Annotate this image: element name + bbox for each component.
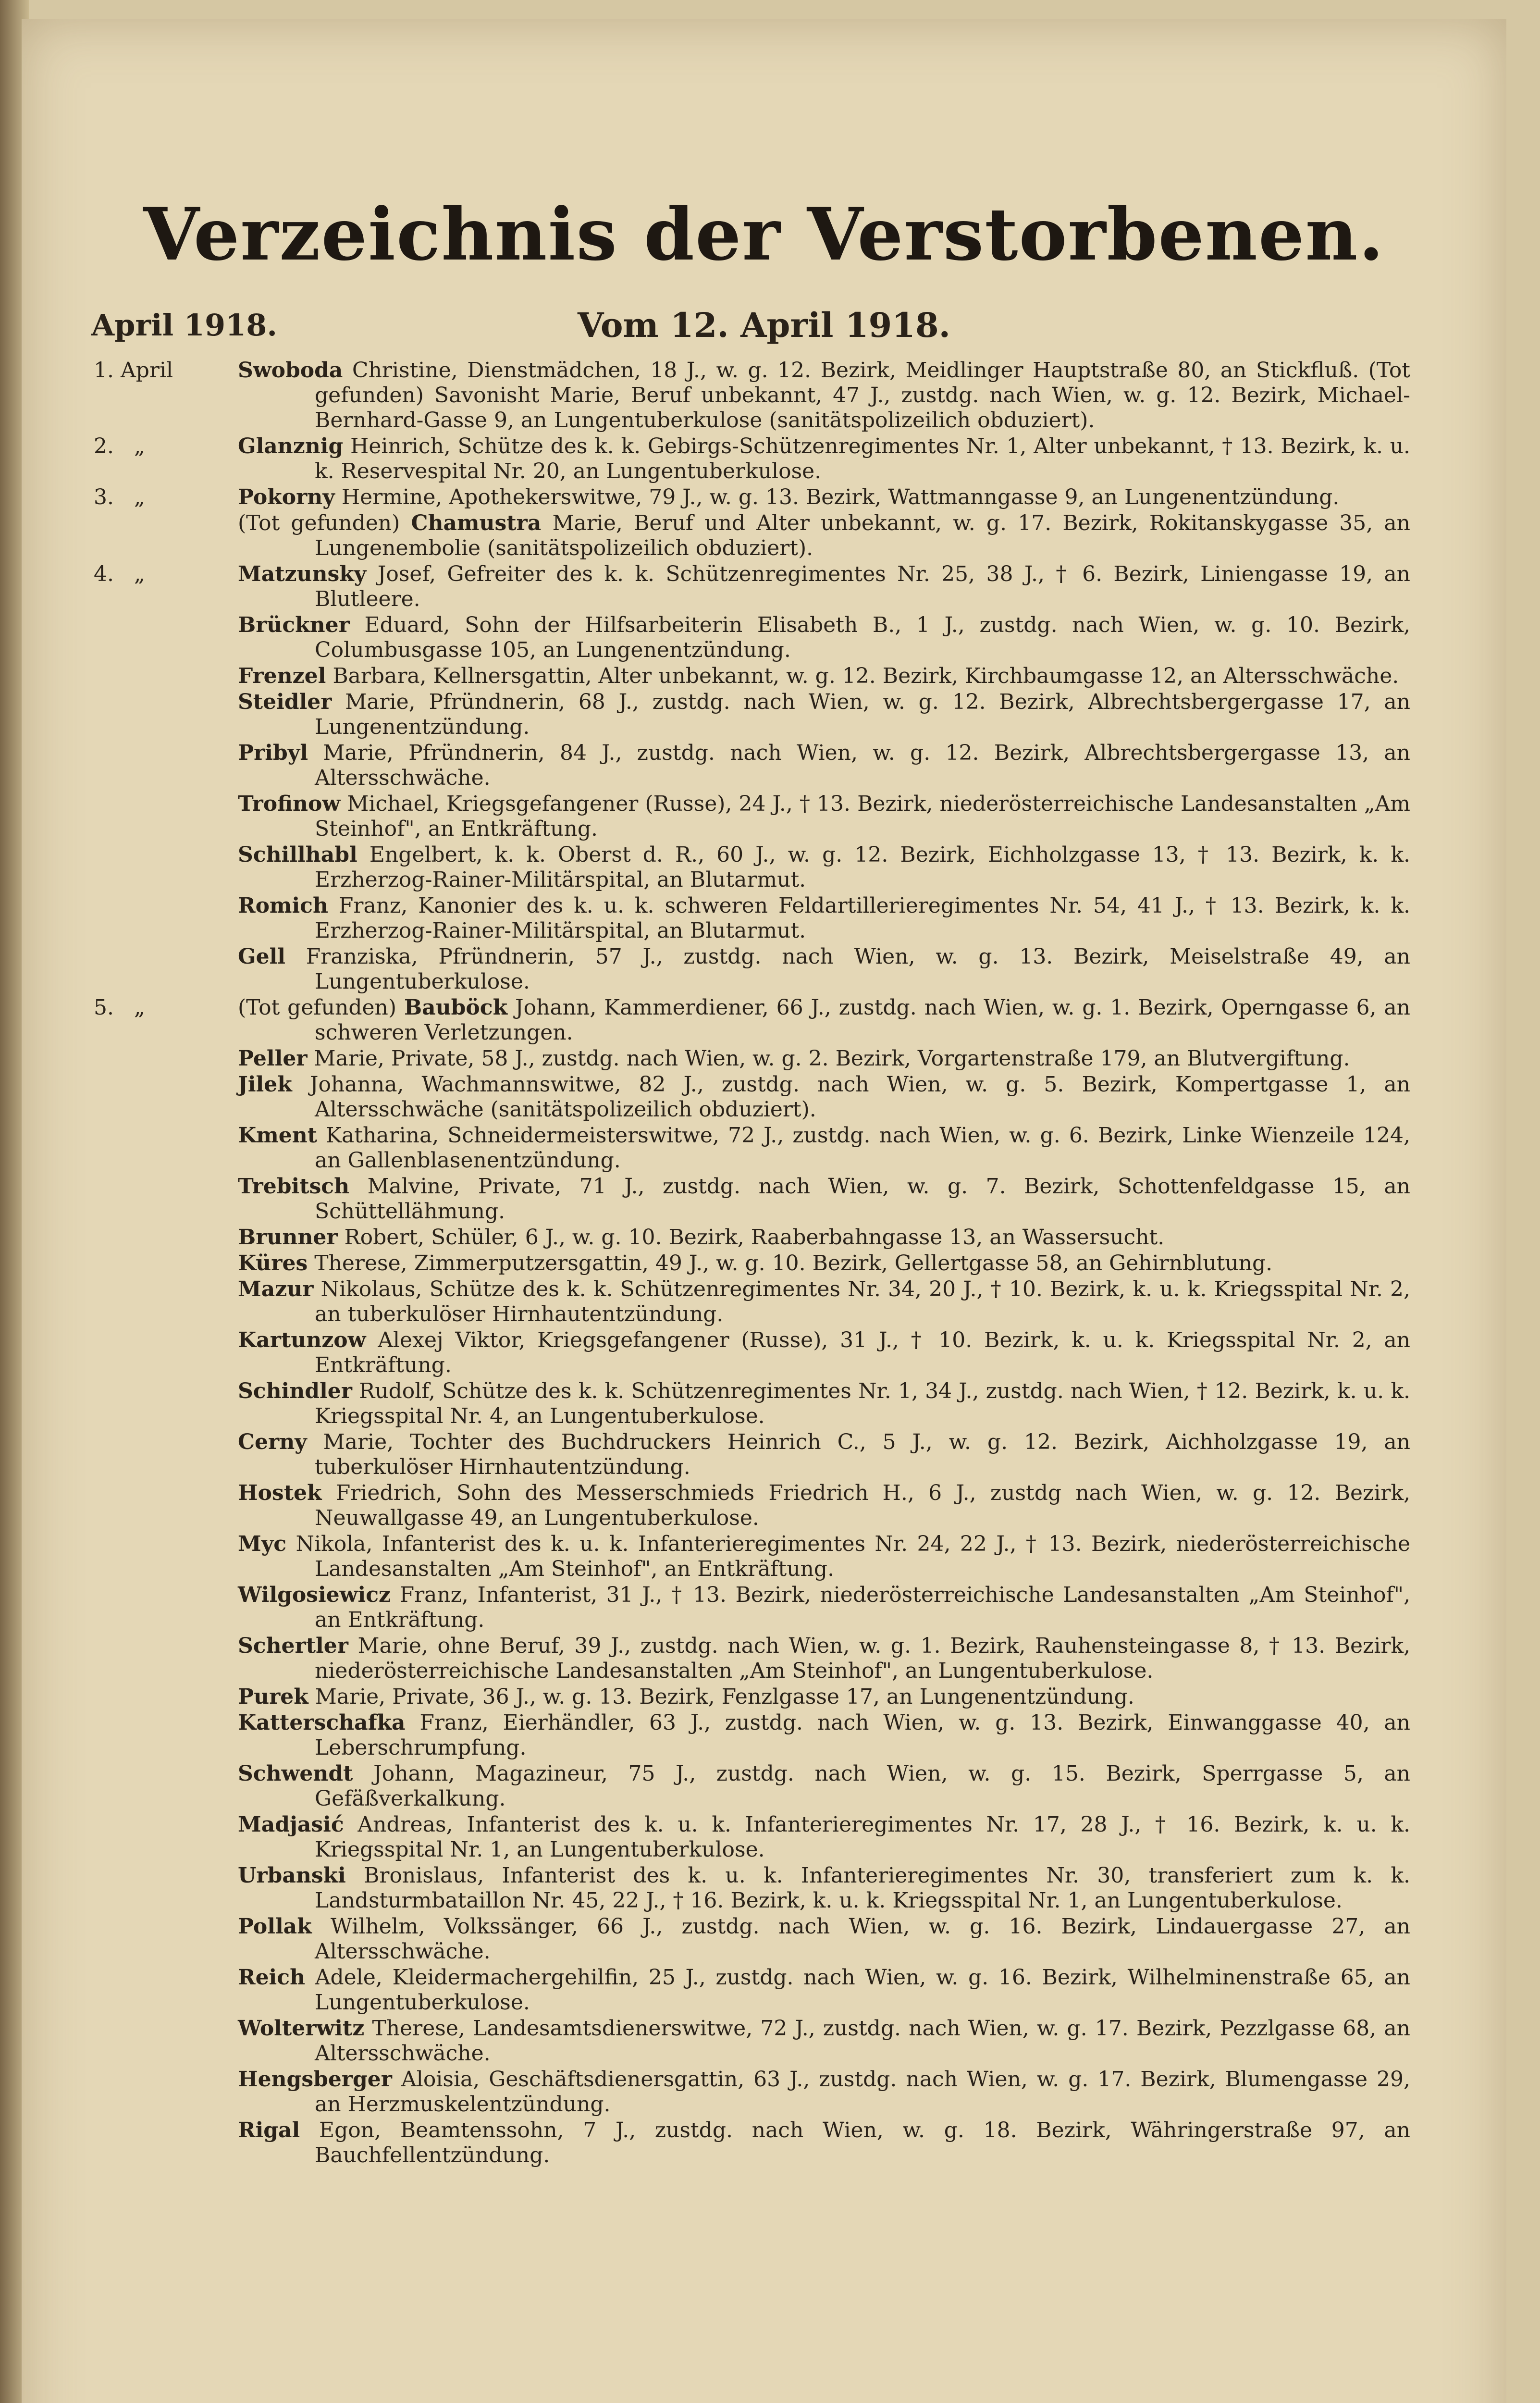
entry-body — [238, 1634, 1410, 1684]
date-heading: Vom 12. April 1918. — [577, 305, 951, 345]
entry-prefix: (Tot gefunden) — [238, 995, 404, 1020]
deceased-surname: Kment — [238, 1123, 318, 1148]
deceased-surname: Gell — [238, 944, 285, 969]
entry-details: Rudolf, Schütze des k. k. Schützenregimentes Nr. 1, 34 J., zustdg. nach Wien, † 12. Bezirk, k. u. k. Kriegsspital Nr. 4, an Lungentuberkulose. — [315, 1379, 1410, 1428]
register-entry — [94, 741, 1410, 791]
entry-body — [238, 1914, 1410, 1964]
document-page — [22, 19, 1506, 2403]
deceased-surname: Schindler — [238, 1379, 352, 1403]
entry-body — [238, 1685, 1410, 1709]
register-entry — [94, 1430, 1410, 1480]
register-entry — [94, 1123, 1410, 1173]
register-entry — [94, 511, 1410, 561]
register-entry — [94, 1685, 1410, 1709]
entry-body — [238, 1123, 1410, 1173]
register-entry — [94, 1225, 1410, 1250]
deceased-surname: Bauböck — [404, 995, 508, 1020]
entry-body — [238, 2016, 1410, 2066]
entry-details: Aloisia, Geschäftsdienersgattin, 63 J., zustdg. nach Wien, w. g. 17. Bezirk, Blumengasse 29, an Herzmuskelentzündung. — [315, 2067, 1410, 2117]
entry-details: Marie, Beruf und Alter unbekannt, w. g. 17. Bezirk, Rokitanskygasse 35, an Lungenembolie (sanitätspolizeilich obduziert). — [315, 511, 1410, 560]
entry-body — [238, 1761, 1410, 1811]
register-entry — [94, 2118, 1410, 2168]
register-entry — [94, 613, 1410, 663]
entry-details: Therese, Zimmerputzersgattin, 49 J., w. g. 10. Bezirk, Gellertgasse 58, an Gehirnblutung. — [308, 1251, 1273, 1276]
entry-details: Eduard, Sohn der Hilfsarbeiterin Elisabeth B., 1 J., zustdg. nach Wien, w. g. 10. Bezirk, Columbusgasse 105, an Lungenentzündung. — [315, 613, 1410, 662]
entry-prefix: (Tot gefunden) — [238, 511, 411, 535]
entry-body — [238, 995, 1410, 1045]
entry-body — [238, 511, 1410, 561]
entry-details: Johann, Kammerdiener, 66 J., zustdg. nach Wien, w. g. 1. Bezirk, Operngasse 6, an schweren Verletzungen. — [315, 995, 1410, 1045]
death-register-list — [94, 358, 1410, 2169]
entry-body — [238, 690, 1410, 740]
entry-details: Nikolaus, Schütze des k. k. Schützenregimentes Nr. 34, 20 J., † 10. Bezirk, k. u. k. Kriegsspital Nr. 2, an tuberkulöser Hirnhautentzündung. — [313, 1277, 1410, 1326]
entry-body — [238, 1277, 1410, 1327]
deceased-surname: Trebitsch — [238, 1174, 350, 1199]
deceased-surname: Madjasić — [238, 1812, 344, 1837]
entry-details: Christine, Dienstmädchen, 18 J., w. g. 12. Bezirk, Meidlinger Hauptstraße 80, an Stickfluß. (Tot gefunden) Savonisht Marie, Beruf unbekannt, 47 J., zustdg. nach Wien, w. g. 12. Bezirk, Michael-Bernhard-Gasse 9, an Lungentuberkulose (sanitätspolizeilich obduziert). — [315, 358, 1410, 433]
entry-details: Marie, Pfründnerin, 68 J., zustdg. nach Wien, w. g. 12. Bezirk, Albrechtsbergergasse 17, an Lungenentzündung. — [315, 690, 1410, 739]
entry-body — [238, 1532, 1410, 1582]
entry-details: Franz, Infanterist, 31 J., † 13. Bezirk, niederösterreichische Landesanstalten „Am Steinhof", an Entkräftung. — [315, 1583, 1410, 1632]
deceased-surname: Wolterwitz — [238, 2016, 365, 2041]
register-entry — [94, 1328, 1410, 1378]
register-entry — [94, 1481, 1410, 1531]
deceased-surname: Mazur — [238, 1277, 314, 1301]
entry-body — [238, 1965, 1410, 2015]
entry-body — [238, 944, 1410, 994]
register-entry — [94, 1532, 1410, 1582]
deceased-surname: Romich — [238, 893, 328, 918]
entry-body — [238, 842, 1410, 892]
entry-body — [238, 434, 1410, 484]
entry-body — [238, 562, 1410, 612]
entry-details: Marie, ohne Beruf, 39 J., zustdg. nach Wien, w. g. 1. Bezirk, Rauhensteingasse 8, † 13. Bezirk, niederösterreichische Landesanstalten „Am Steinhof", an Lungentuberkulose. — [315, 1634, 1410, 1683]
register-entry — [94, 2016, 1410, 2066]
entry-details: Marie, Private, 36 J., w. g. 13. Bezirk, Fenzlgasse 17, an Lungenentzündung. — [308, 1685, 1134, 1709]
register-entry — [94, 485, 1410, 510]
register-entry — [94, 1174, 1410, 1224]
month-label: April 1918. — [91, 308, 277, 343]
entry-details: Michael, Kriegsgefangener (Russe), 24 J., † 13. Bezirk, niederösterreichische Landesanstalten „Am Steinhof", an Entkräftung. — [315, 792, 1410, 841]
entry-body — [238, 1583, 1410, 1633]
entry-details: Franz, Kanonier des k. u. k. schweren Feldartillerieregimentes Nr. 54, 41 J., † 13. Bezirk, k. k. Erzherzog-Rainer-Militärspital, an Blutarmut. — [315, 893, 1410, 943]
entry-details: Marie, Pfründnerin, 84 J., zustdg. nach Wien, w. g. 12. Bezirk, Albrechtsbergergasse 13, an Altersschwäche. — [308, 741, 1410, 790]
register-entry — [94, 893, 1410, 943]
register-entry — [94, 1761, 1410, 1811]
entry-details: Alexej Viktor, Kriegsgefangener (Russe), 31 J., † 10. Bezirk, k. u. k. Kriegsspital Nr. 2, an Entkräftung. — [315, 1328, 1410, 1377]
entry-details: Hermine, Apothekerswitwe, 79 J., w. g. 13. Bezirk, Wattmanngasse 9, an Lungenentzündung. — [334, 485, 1340, 509]
deceased-surname: Pollak — [238, 1914, 312, 1939]
entry-body — [238, 1046, 1410, 1071]
register-entry — [94, 1277, 1410, 1327]
entry-body — [238, 893, 1410, 943]
entry-details: Bronislaus, Infanterist des k. u. k. Infanterieregimentes Nr. 30, transferiert zum k. k. Landsturmbataillon Nr. 45, 22 J., † 16. Bezirk, k. u. k. Kriegsspital Nr. 1, an Lungentuberkulose. — [315, 1863, 1410, 1913]
entry-body — [238, 741, 1410, 791]
register-entry — [94, 1046, 1410, 1071]
entry-date: 2. „ — [94, 434, 145, 458]
entry-date: 3. „ — [94, 485, 145, 509]
deceased-surname: Matzunsky — [238, 562, 367, 586]
entry-details: Andreas, Infanterist des k. u. k. Infanterieregimentes Nr. 17, 28 J., † 16. Bezirk, k. u. k. Kriegsspital Nr. 1, an Lungentuberkulose. — [315, 1812, 1410, 1862]
register-entry — [94, 2067, 1410, 2117]
register-entry — [94, 995, 1410, 1045]
deceased-surname: Reich — [238, 1965, 306, 1990]
deceased-surname: Wilgosiewicz — [238, 1583, 391, 1607]
entry-body — [238, 1251, 1410, 1276]
entry-body — [238, 1710, 1410, 1760]
deceased-surname: Urbanski — [238, 1863, 346, 1888]
entry-details: Nikola, Infanterist des k. u. k. Infanterieregimentes Nr. 24, 22 J., † 13. Bezirk, niederösterreichische Landesanstalten „Am Steinhof", an Entkräftung. — [286, 1532, 1410, 1581]
deceased-surname: Myc — [238, 1532, 287, 1556]
deceased-surname: Brunner — [238, 1225, 338, 1250]
register-entry — [94, 1863, 1410, 1913]
entry-details: Johanna, Wachmannswitwe, 82 J., zustdg. nach Wien, w. g. 5. Bezirk, Kompertgasse 1, an Altersschwäche (sanitätspolizeilich obduziert). — [292, 1072, 1410, 1122]
deceased-surname: Kartunzow — [238, 1328, 366, 1352]
register-entry — [94, 1965, 1410, 2015]
register-entry — [94, 1710, 1410, 1760]
entry-details: Heinrich, Schütze des k. k. Gebirgs-Schützenregimentes Nr. 1, Alter unbekannt, † 13. Bezirk, k. u. k. Reservespital Nr. 20, an Lungentuberkulose. — [315, 434, 1410, 483]
entry-body — [238, 1481, 1410, 1531]
page-title: Verzeichnis der Verstorbenen. — [143, 192, 1385, 277]
register-entry — [94, 1634, 1410, 1684]
register-entry — [94, 664, 1410, 689]
entry-body — [238, 1072, 1410, 1122]
deceased-surname: Cerny — [238, 1430, 307, 1454]
entry-date: 5. „ — [94, 995, 145, 1020]
deceased-surname: Brückner — [238, 613, 350, 637]
entry-details: Adele, Kleidermachergehilfin, 25 J., zustdg. nach Wien, w. g. 16. Bezirk, Wilhelminenstraße 65, an Lungentuberkulose. — [305, 1965, 1410, 2015]
entry-body — [238, 1328, 1410, 1378]
entry-body — [238, 1812, 1410, 1862]
entry-details: Johann, Magazineur, 75 J., zustdg. nach Wien, w. g. 15. Bezirk, Sperrgasse 5, an Gefäßverkalkung. — [315, 1761, 1410, 1811]
entry-body — [238, 2067, 1410, 2117]
deceased-surname: Frenzel — [238, 664, 326, 688]
entry-details: Katharina, Schneidermeisterswitwe, 72 J., zustdg. nach Wien, w. g. 6. Bezirk, Linke Wienzeile 124, an Gallenblasenentzündung. — [315, 1123, 1410, 1173]
entry-body — [238, 358, 1410, 433]
entry-details: Friedrich, Sohn des Messerschmieds Friedrich H., 6 J., zustdg nach Wien, w. g. 12. Bezirk, Neuwallgasse 49, an Lungentuberkulose. — [315, 1481, 1410, 1530]
deceased-surname: Hostek — [238, 1481, 322, 1505]
register-entry — [94, 1379, 1410, 1429]
entry-details: Wilhelm, Volkssänger, 66 J., zustdg. nach Wien, w. g. 16. Bezirk, Lindauergasse 27, an Altersschwäche. — [311, 1914, 1410, 1964]
register-entry — [94, 944, 1410, 994]
entry-body — [238, 792, 1410, 842]
register-entry — [94, 562, 1410, 612]
entry-body — [238, 1863, 1410, 1913]
entry-body — [238, 1174, 1410, 1224]
deceased-surname: Peller — [238, 1046, 308, 1071]
register-entry — [94, 434, 1410, 484]
entry-details: Franz, Eierhändler, 63 J., zustdg. nach Wien, w. g. 13. Bezirk, Einwanggasse 40, an Leberschrumpfung. — [315, 1710, 1410, 1760]
register-entry — [94, 792, 1410, 842]
entry-body — [238, 1430, 1410, 1480]
deceased-surname: Chamustra — [411, 511, 542, 535]
register-entry — [94, 1072, 1410, 1122]
deceased-surname: Schillhabl — [238, 842, 357, 867]
entry-date: 4. „ — [94, 562, 145, 586]
entry-details: Robert, Schüler, 6 J., w. g. 10. Bezirk, Raaberbahngasse 13, an Wassersucht. — [337, 1225, 1165, 1250]
register-entry — [94, 1251, 1410, 1276]
register-entry — [94, 358, 1410, 433]
entry-body — [238, 2118, 1410, 2168]
entry-body — [238, 613, 1410, 663]
deceased-surname: Glanznig — [238, 434, 344, 458]
deceased-surname: Steidler — [238, 690, 332, 714]
deceased-surname: Pokorny — [238, 485, 335, 509]
register-entry — [94, 842, 1410, 892]
deceased-surname: Pribyl — [238, 741, 308, 765]
deceased-surname: Schwendt — [238, 1761, 353, 1786]
deceased-surname: Jilek — [238, 1072, 292, 1097]
deceased-surname: Katterschafka — [238, 1710, 406, 1735]
deceased-surname: Küres — [238, 1251, 308, 1276]
entry-details: Barbara, Kellnersgattin, Alter unbekannt, w. g. 12. Bezirk, Kirchbaumgasse 12, an Altersschwäche. — [326, 664, 1399, 688]
entry-details: Therese, Landesamtsdienerswitwe, 72 J., zustdg. nach Wien, w. g. 17. Bezirk, Pezzlgasse 68, an Altersschwäche. — [315, 2016, 1410, 2066]
deceased-surname: Schertler — [238, 1634, 348, 1658]
entry-details: Marie, Tochter des Buchdruckers Heinrich C., 5 J., w. g. 12. Bezirk, Aichholzgasse 19, an tuberkulöser Hirnhautentzündung. — [307, 1430, 1410, 1479]
entry-date: 1. April — [94, 358, 173, 383]
entry-body — [238, 485, 1410, 510]
entry-details: Josef, Gefreiter des k. k. Schützenregimentes Nr. 25, 38 J., † 6. Bezirk, Liniengasse 19, an Blutleere. — [315, 562, 1410, 611]
deceased-surname: Trofinow — [238, 792, 341, 816]
entry-details: Engelbert, k. k. Oberst d. R., 60 J., w. g. 12. Bezirk, Eichholzgasse 13, † 13. Bezirk, k. k. Erzherzog-Rainer-Militärspital, an Blutarmut. — [315, 842, 1410, 892]
register-entry — [94, 1914, 1410, 1964]
entry-details: Franziska, Pfründnerin, 57 J., zustdg. nach Wien, w. g. 13. Bezirk, Meiselstraße 49, an Lungentuberkulose. — [285, 944, 1410, 994]
register-entry — [94, 1583, 1410, 1633]
entry-details: Marie, Private, 58 J., zustdg. nach Wien, w. g. 2. Bezirk, Vorgartenstraße 179, an Blutvergiftung. — [307, 1046, 1350, 1071]
deceased-surname: Hengsberger — [238, 2067, 392, 2092]
deceased-surname: Purek — [238, 1685, 308, 1709]
entry-body — [238, 664, 1410, 689]
entry-body — [238, 1225, 1410, 1250]
deceased-surname: Swoboda — [238, 358, 343, 383]
register-entry — [94, 690, 1410, 740]
deceased-surname: Rigal — [238, 2118, 300, 2143]
entry-body — [238, 1379, 1410, 1429]
entry-details: Egon, Beamtenssohn, 7 J., zustdg. nach Wien, w. g. 18. Bezirk, Währingerstraße 97, an Bauchfellentzündung. — [300, 2118, 1410, 2168]
register-entry — [94, 1812, 1410, 1862]
entry-details: Malvine, Private, 71 J., zustdg. nach Wien, w. g. 7. Bezirk, Schottenfeldgasse 15, an Schüttellähmung. — [315, 1174, 1410, 1224]
